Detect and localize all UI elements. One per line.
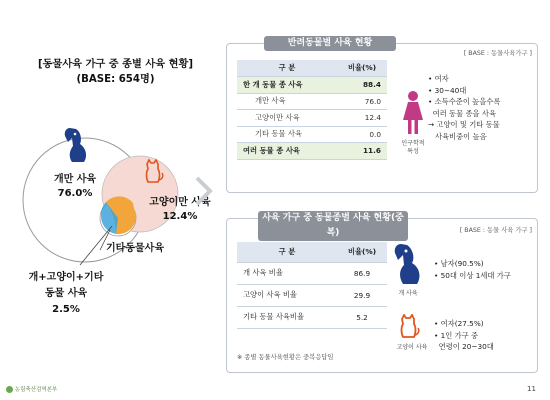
table-row xyxy=(237,262,387,284)
row-value: 12.4 xyxy=(337,110,387,127)
table-row xyxy=(237,93,387,110)
panel1-table xyxy=(237,60,387,160)
row-value: 5.2 xyxy=(337,306,387,328)
note-line: • 여자 xyxy=(428,74,449,83)
panel1-notes xyxy=(428,73,536,142)
other-label: 기타동물사육 xyxy=(106,243,164,254)
cat-caption: 고양이 사육 xyxy=(396,344,428,351)
panel2-header: 사육 가구 중 동물종별 사육 현황(중복) xyxy=(258,211,408,241)
note-line: 사육비중이 높음 xyxy=(428,131,487,141)
mix-label-2: 동물 사육 xyxy=(44,288,88,299)
row-value: 0.0 xyxy=(337,126,387,143)
demographic-caption-2: 특성 xyxy=(407,148,419,155)
dog-only-pct: 76.0% xyxy=(57,188,93,199)
table-row xyxy=(237,284,387,306)
col-header: 비율(%) xyxy=(337,242,387,262)
note-line: 연령이 20~30대 xyxy=(434,342,494,351)
table-row xyxy=(237,143,387,160)
note-line: → 고양이 및 기타 동물 xyxy=(428,120,500,129)
col-header: 구 분 xyxy=(237,60,337,77)
note-line: • 남자(90.5%) xyxy=(434,259,484,268)
row-label: 개 사육 비율 xyxy=(237,262,337,284)
note-line: • 여자(27.5%) xyxy=(434,319,484,328)
logo-icon xyxy=(6,386,13,393)
col-header: 구 분 xyxy=(237,242,337,262)
panel2-table xyxy=(237,242,387,329)
left-base: (BASE: 654명) xyxy=(76,74,155,85)
panel1-base: [ BASE : 동물사육가구 ] xyxy=(463,50,532,57)
row-value: 29.9 xyxy=(337,284,387,306)
row-value: 11.6 xyxy=(337,143,387,160)
demographic-caption-1: 인구학적 xyxy=(401,140,425,147)
cat-icon xyxy=(400,314,422,340)
note-line: • 1인 가구 중 xyxy=(434,330,479,340)
note-line: 여러 동물 종을 사육 xyxy=(428,108,496,118)
logo-text: 농림축산검역본부 xyxy=(14,387,58,393)
panel2-dog-notes xyxy=(434,258,538,281)
page-number: 11 xyxy=(527,385,536,393)
panel1-header: 반려동물별 사육 현황 xyxy=(264,36,396,51)
col-header: 비율(%) xyxy=(337,60,387,77)
mix-label-1: 개+고양이+기타 xyxy=(28,272,104,283)
row-label: 기타 동물 사육 xyxy=(237,126,337,143)
row-value: 88.4 xyxy=(337,77,387,94)
panel2-footnote: ※ 종별 동물사육현황은 중복응답임 xyxy=(237,354,334,361)
dog-only-label: 개만 사육 xyxy=(53,174,97,185)
row-label: 고양이만 사육 xyxy=(237,110,337,127)
note-line: • 30~40대 xyxy=(428,85,467,95)
dog-caption: 개 사육 xyxy=(398,290,418,297)
mix-pct: 2.5% xyxy=(52,304,80,315)
table-row xyxy=(237,110,387,127)
table-row xyxy=(237,77,387,94)
row-label: 고양이 사육 비율 xyxy=(237,284,337,306)
row-label: 한 개 동물 종 사육 xyxy=(237,77,337,94)
panel2-base: [ BASE : 동물 사육 가구 ] xyxy=(459,227,532,234)
dog-icon xyxy=(393,242,423,286)
panel2-cat-notes xyxy=(434,318,538,353)
chevron-right-icon xyxy=(194,176,216,206)
woman-icon xyxy=(402,90,424,136)
table-row xyxy=(237,306,387,328)
row-label: 여러 동물 종 사육 xyxy=(237,143,337,160)
row-label: 개만 사육 xyxy=(237,93,337,110)
cat-only-pct: 12.4% xyxy=(162,211,198,222)
left-title: [동물사육 가구 중 종별 사육 현황] xyxy=(38,59,193,70)
row-value: 76.0 xyxy=(337,93,387,110)
table-row xyxy=(237,126,387,143)
note-line: • 소득수준이 높을수록 xyxy=(428,97,501,106)
row-label: 기타 동물 사육비율 xyxy=(237,306,337,328)
row-value: 86.9 xyxy=(337,262,387,284)
note-line: • 50대 이상 1세대 가구 xyxy=(434,270,511,280)
cat-only-label: 고양이만 사육 xyxy=(149,197,211,208)
footer-logo xyxy=(6,385,57,393)
